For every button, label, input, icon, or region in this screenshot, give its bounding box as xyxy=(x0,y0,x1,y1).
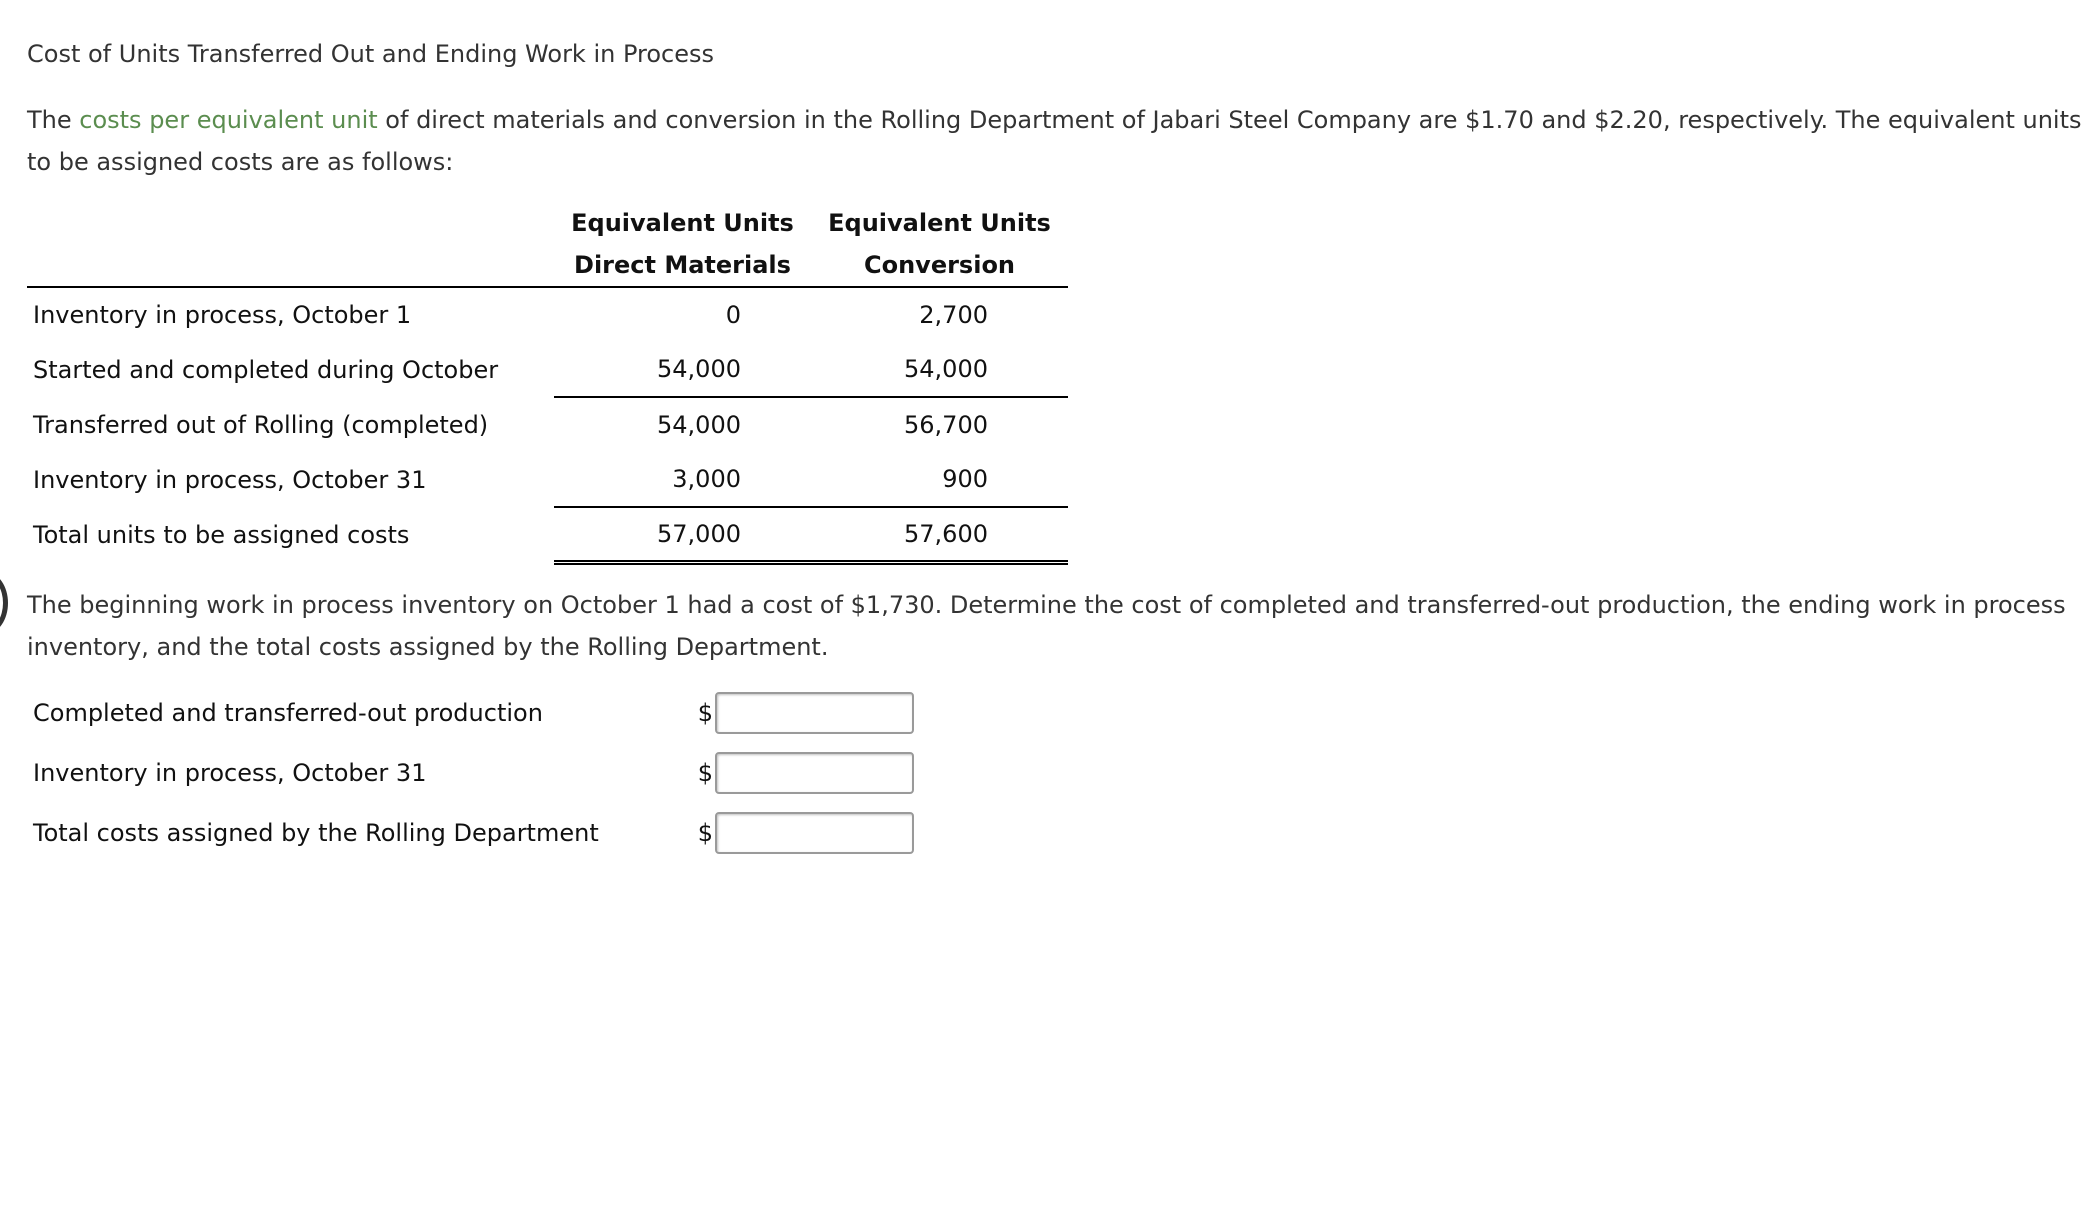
table-row xyxy=(27,452,1068,507)
inventory-october-31-input[interactable] xyxy=(715,752,914,794)
currency-symbol: $ xyxy=(697,759,713,787)
direct-materials-value: 54,000 xyxy=(657,411,741,439)
table-row-total xyxy=(27,507,1068,562)
direct-materials-value: 3,000 xyxy=(554,452,811,507)
answer-label: Total costs assigned by the Rolling Department xyxy=(33,819,599,847)
intro-paragraph xyxy=(27,99,2097,183)
answer-label: Completed and transferred-out production xyxy=(33,699,543,727)
row-label: Inventory in process, October 31 xyxy=(33,465,427,494)
question-paragraph: The beginning work in process inventory on October 1 had a cost of $1,730. Determine the cost of completed and transferred-out production, the ending work in process inventory, and the total costs assigned by the Rolling Department. xyxy=(27,591,2066,661)
header-cv-line1: Equivalent Units xyxy=(828,209,1051,237)
table-row xyxy=(27,397,1068,452)
header-dm-line1: Equivalent Units xyxy=(571,209,794,237)
glossary-term-link[interactable]: costs per equivalent unit xyxy=(79,106,378,134)
header-dm-line2: Direct Materials xyxy=(574,251,791,279)
conversion-value: 2,700 xyxy=(919,301,988,329)
intro-prefix: The xyxy=(27,106,80,134)
row-label: Started and completed during October xyxy=(33,355,499,384)
header-blank xyxy=(27,202,554,287)
currency-symbol: $ xyxy=(697,699,713,727)
conversion-value: 56,700 xyxy=(904,411,988,439)
table-header-row xyxy=(27,202,1068,287)
total-costs-assigned-input[interactable] xyxy=(715,812,914,854)
problem-title: Cost of Units Transferred Out and Ending Work in Process xyxy=(27,40,715,68)
conversion-total: 57,600 xyxy=(811,507,1068,562)
answer-label: Inventory in process, October 31 xyxy=(33,759,427,787)
row-label: Transferred out of Rolling (completed) xyxy=(33,410,489,439)
header-conversion xyxy=(811,202,1068,287)
header-direct-materials xyxy=(554,202,811,287)
row-label: Inventory in process, October 1 xyxy=(33,301,412,329)
answer-row-total-costs xyxy=(33,803,914,863)
table-row xyxy=(27,342,1068,397)
side-indicator-arc xyxy=(0,572,8,634)
row-label: Total units to be assigned costs xyxy=(33,520,410,549)
direct-materials-total: 57,000 xyxy=(554,507,811,562)
equivalent-units-table xyxy=(27,202,1068,565)
completed-transferred-out-input[interactable] xyxy=(715,692,914,734)
answer-form xyxy=(33,683,914,863)
table-row xyxy=(27,287,1068,342)
conversion-value: 900 xyxy=(811,452,1068,507)
direct-materials-value: 0 xyxy=(725,301,741,329)
answer-row-completed xyxy=(33,683,914,743)
currency-symbol: $ xyxy=(697,819,713,847)
intro-suffix: of direct materials and conversion in the Rolling Department of Jabari Steel Company are $1.70 and $2.20, respectively. The equivalent units to be assigned costs are as follows: xyxy=(27,106,2082,176)
direct-materials-value: 54,000 xyxy=(554,342,811,397)
answer-row-ending-wip xyxy=(33,743,914,803)
conversion-value: 54,000 xyxy=(811,342,1068,397)
header-cv-line2: Conversion xyxy=(863,251,1016,279)
